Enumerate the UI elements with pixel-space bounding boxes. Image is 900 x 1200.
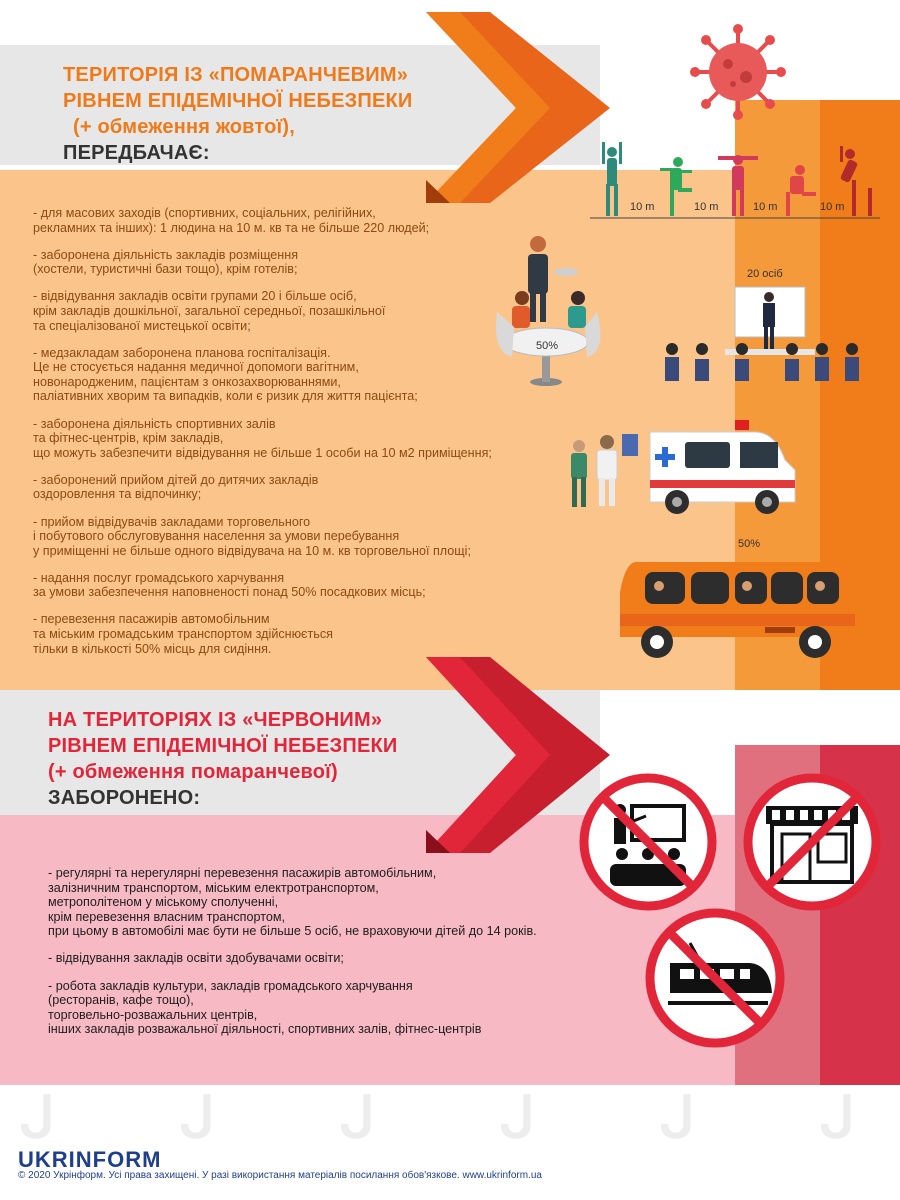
list-item: - заборонена діяльність спортивних залів та фітнес-центрів, крім закладів, що можуть забезпечити відвідування не більше 1 особи на 10 м2 приміщення; bbox=[33, 416, 492, 460]
no-train-icon bbox=[640, 903, 790, 1053]
classroom-capacity-label: 20 осіб bbox=[747, 268, 783, 280]
watermark: ᒍ bbox=[820, 1086, 856, 1149]
list-item: - заборонена діяльність закладів розміщення (хостели, туристичні бази тощо), крім готелів; bbox=[33, 247, 299, 277]
list-item: - для масових заходів (спортивних, соціальних, релігійних, рекламних та інших): 1 людина на 10 м. кв та не більше 220 людей; bbox=[33, 206, 430, 235]
distance-label: 10 m bbox=[820, 201, 845, 213]
virus-icon bbox=[688, 22, 788, 122]
cafe-capacity-label: 50% bbox=[536, 340, 559, 352]
distance-label: 10 m bbox=[630, 201, 655, 213]
list-item: - надання послуг громадського харчування за умови забезпечення наповненості понад 50% посадкових місць; bbox=[33, 570, 426, 600]
list-item: - робота закладів культури, закладів громадського харчування (ресторанів, кафе тощо), торговельно-розважальних центрів, інших закладів розважальної діяльності, спортивних залів, фітнес-центрів bbox=[48, 978, 482, 1037]
watermark: ᒍ bbox=[340, 1086, 376, 1149]
no-shop-icon bbox=[738, 768, 886, 916]
copyright-text: © 2020 Укрінформ. Усі права захищені. У разі використання матеріалів посилання обов'язкове. www.ukrinform.ua bbox=[18, 1170, 542, 1181]
watermark: ᒍ bbox=[20, 1086, 56, 1149]
no-classroom-icon bbox=[574, 768, 722, 916]
medics-icon bbox=[565, 430, 640, 510]
bus-icon bbox=[615, 552, 860, 664]
watermark: ᒍ bbox=[660, 1086, 696, 1149]
red-section-title: НА ТЕРИТОРІЯХ ІЗ «ЧЕРВОНИМ» РІВНЕМ ЕПІДЕМІЧНОЇ НЕБЕЗПЕКИ (+ обмеження помаранчевої) ЗАБОРОНЕНО: bbox=[48, 709, 398, 809]
list-item: - заборонений прийом дітей до дитячих закладів оздоровлення та відпочинку; bbox=[33, 472, 319, 502]
watermark: ᒍ bbox=[500, 1086, 536, 1149]
red-restrictions-list bbox=[48, 866, 568, 1049]
cafe-icon bbox=[492, 232, 617, 392]
list-item: - відвідування закладів освіти групами 20 і більше осіб, крім закладів дошкільної, загальної середньої, позашкільної та спеціалізованої мистецької освіти; bbox=[33, 289, 386, 333]
ambulance-icon bbox=[645, 420, 800, 520]
list-item: - прийом відвідувачів закладами торговельного і побутового обслуговування населення за умови перебування у приміщенні не більше одного відвідувача на 10 м. кв торговельної площі; bbox=[33, 514, 471, 558]
fitness-people-icon bbox=[590, 140, 890, 240]
list-item: - відвідування закладів освіти здобувачами освіти; bbox=[48, 951, 344, 966]
list-item: - медзакладам заборонена планова госпіталізація. Це не стосується надання медичної допомоги вагітним, новонародженим, пацієнтам з онкозахворюваннями, паліативних хворим та випадків, коли є ризик для життя пацієнта; bbox=[33, 345, 418, 404]
list-item: - регулярні та нерегулярні перевезення пасажирів автомобільним, залізничним транспортом, міським електротранспортом, метрополітеном у міському сполученні, крім перевезення власним транспортом, при цьому в автомобілі має бути не більше 5 осіб, не враховуючи дітей до 14 років. bbox=[48, 866, 537, 939]
ukrinform-logo: UKRINFORM bbox=[18, 1147, 162, 1172]
distance-label: 10 m bbox=[753, 201, 778, 213]
distance-label: 10 m bbox=[694, 201, 719, 213]
orange-section-title: ТЕРИТОРІЯ ІЗ «ПОМАРАНЧЕВИМ» РІВНЕМ ЕПІДЕМІЧНОЇ НЕБЕЗПЕКИ (+ обмеження жовтої), ПЕРЕДБАЧАЄ: bbox=[63, 64, 413, 164]
watermark: ᒍ bbox=[180, 1086, 216, 1149]
list-item: - перевезення пасажирів автомобільним та міським громадським транспортом здійснюється тільки в кількості 50% місць для сидіння. bbox=[33, 612, 333, 656]
bus-capacity-label: 50% bbox=[738, 538, 761, 550]
classroom-icon bbox=[655, 285, 865, 400]
